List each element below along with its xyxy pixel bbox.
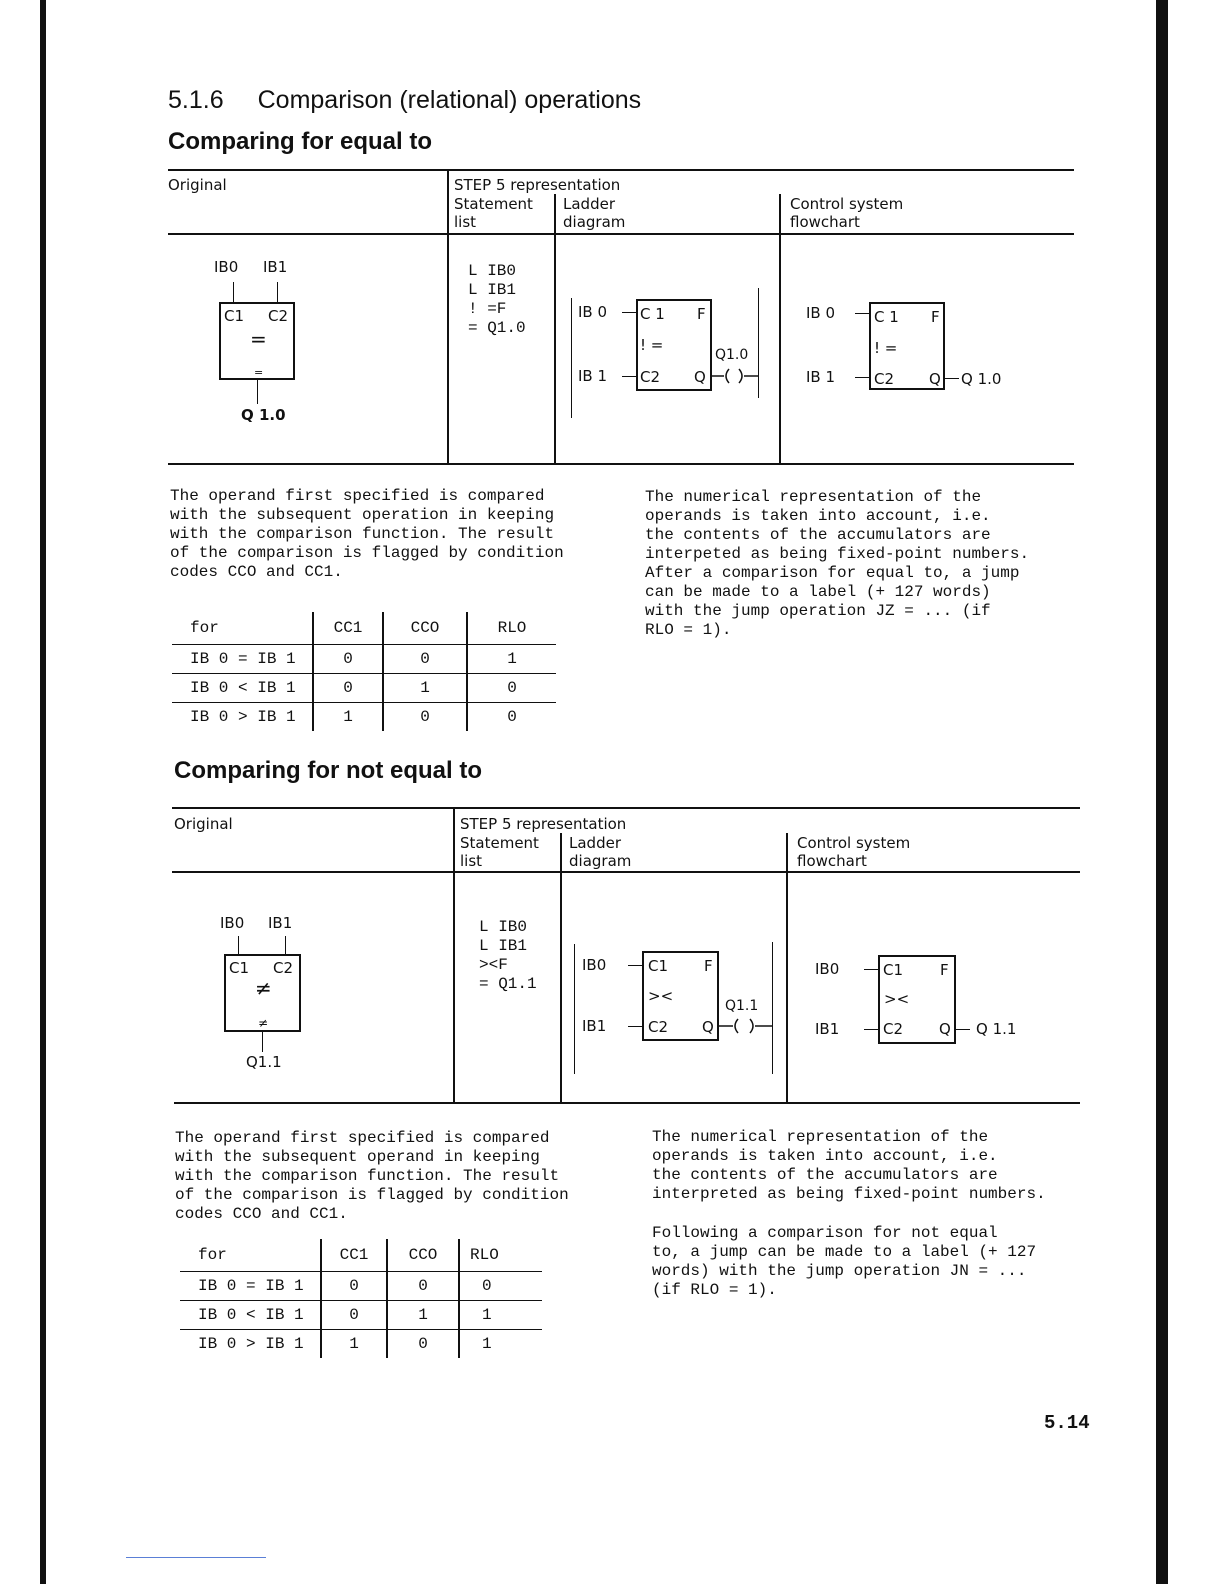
ne-lad-output: Q1.1 — [725, 998, 759, 1014]
eq-lad-f: F — [697, 305, 706, 323]
eq-csf-output: Q 1.0 — [961, 370, 1002, 388]
eq-header-csf: Control system flowchart — [790, 195, 904, 231]
ne-orig-in1: IB0 — [220, 914, 245, 932]
ne-csf-in1: IB0 — [815, 960, 840, 978]
eq-csf-c2: C2 — [874, 370, 895, 388]
table-cell: 0 — [387, 1272, 459, 1301]
ne-lad-op: >< — [648, 987, 674, 1005]
ne-csf-c2: C2 — [883, 1020, 904, 1038]
table-cell: 1 — [459, 1301, 542, 1330]
eq-stl-4: = Q1.0 — [468, 319, 526, 337]
eq-csf-in2: IB 1 — [806, 368, 836, 386]
ne-heading: Comparing for not equal to — [174, 757, 482, 784]
table-cell: 0 — [387, 1330, 459, 1359]
table-header-row — [172, 612, 556, 645]
eq-lad-in2: IB 1 — [578, 367, 608, 385]
ne-orig-c2: C2 — [273, 959, 294, 977]
footer-rule — [126, 1557, 266, 1558]
ne-csf-q: Q — [939, 1020, 951, 1038]
table-cell: IB 0 = IB 1 — [172, 645, 313, 674]
table-row — [180, 1301, 542, 1330]
table-header-row — [180, 1239, 542, 1272]
table-cell: 0 — [467, 674, 556, 703]
eq-orig-small-symbol: = — [254, 366, 264, 379]
table-cell: 0 — [459, 1272, 542, 1301]
eq-lad-op: ! = — [640, 336, 664, 354]
ne-header-ladder: Ladder diagram — [569, 834, 632, 870]
table-header-cell: CCO — [383, 612, 467, 645]
table-header-cell: RLO — [467, 612, 556, 645]
eq-text-right: The numerical representation of the operands is taken into account, i.e. the contents of the accumulators are interpeted as being fixed-point numbers. After a comparison for equal to, a jump can be made to a label (+ 127 words) with the jump operation JZ = ... (if RLO = 1). — [645, 488, 1030, 639]
ne-stl-1: L IB0 — [479, 918, 528, 936]
ne-lad-in1: IB0 — [582, 956, 607, 974]
ne-truth-table — [180, 1239, 542, 1358]
ne-csf-output: Q 1.1 — [976, 1020, 1017, 1038]
table-header-cell: CC1 — [313, 612, 383, 645]
page-number: 5.14 — [1044, 1412, 1090, 1434]
ne-stl-4: = Q1.1 — [479, 975, 537, 993]
table-cell: 1 — [383, 674, 467, 703]
eq-orig-c1: C1 — [224, 307, 245, 325]
table-row — [172, 703, 556, 732]
eq-header-original: Original — [168, 176, 227, 194]
ne-orig-symbol: ≠ — [255, 976, 272, 1000]
eq-lad-output: Q1.0 — [715, 347, 749, 363]
table-cell: IB 0 = IB 1 — [180, 1272, 321, 1301]
table-cell: 0 — [321, 1301, 387, 1330]
table-cell: 1 — [387, 1301, 459, 1330]
table-cell: IB 0 > IB 1 — [190, 708, 296, 726]
eq-truth-table — [172, 612, 556, 731]
eq-heading: Comparing for equal to — [168, 128, 432, 155]
eq-lad-coil — [712, 366, 760, 386]
eq-lad-q: Q — [694, 368, 706, 386]
table-row — [172, 645, 556, 674]
eq-csf-f: F — [931, 308, 940, 326]
eq-stl-3: ! =F — [468, 300, 507, 318]
table-header-cell: CC1 — [321, 1239, 387, 1272]
eq-orig-in2: IB1 — [263, 258, 288, 276]
table-cell: 0 — [313, 674, 383, 703]
table-cell: 1 — [321, 1330, 387, 1359]
table-cell: IB 0 > IB 1 — [198, 1335, 304, 1353]
ne-text-right-1: The numerical representation of the operands is taken into account, i.e. the contents of the accumulators are interpreted as being fixed-point numbers. — [652, 1128, 1046, 1203]
table-cell: 0 — [383, 645, 467, 674]
ne-header-statement: Statement list — [460, 834, 539, 870]
eq-lad-in1: IB 0 — [578, 303, 608, 321]
ne-csf-c1: C1 — [883, 961, 904, 979]
ne-lad-q: Q — [702, 1018, 714, 1036]
table-cell: 1 — [313, 703, 383, 732]
section-heading — [168, 86, 641, 115]
ne-lad-coil — [719, 1016, 773, 1036]
eq-orig-output: Q 1.0 — [241, 406, 286, 424]
eq-orig-c2: C2 — [268, 307, 289, 325]
table-header-cell: for — [180, 1239, 321, 1272]
ne-stl-2: L IB1 — [479, 937, 528, 955]
ne-lad-f: F — [704, 957, 713, 975]
ne-text-left: The operand first specified is compared with the subsequent operand in keeping with the comparison function. The result of the comparison is flagged by condition codes CCO and CC1. — [175, 1129, 569, 1223]
eq-orig-symbol: = — [250, 327, 267, 351]
ne-header-csf: Control system flowchart — [797, 834, 911, 870]
eq-csf-c1: C 1 — [874, 308, 899, 326]
ne-text-right-2: Following a comparison for not equal to, a jump can be made to a label (+ 127 words) with the jump operation JN = ... (if RLO = 1). — [652, 1224, 1037, 1299]
ne-lad-c1: C1 — [648, 957, 669, 975]
ne-orig-c1: C1 — [229, 959, 250, 977]
eq-orig-in1: IB0 — [214, 258, 239, 276]
ne-header-step5: STEP 5 representation — [460, 815, 627, 833]
table-cell: 1 — [467, 645, 556, 674]
ne-lad-in2: IB1 — [582, 1017, 607, 1035]
eq-csf-op: ! = — [874, 339, 898, 357]
ne-stl-3: ><F — [479, 956, 508, 974]
eq-stl-2: L IB1 — [468, 281, 517, 299]
table-cell: 0 — [321, 1272, 387, 1301]
table-cell: 1 — [459, 1330, 542, 1359]
ne-header-original: Original — [174, 815, 233, 833]
ne-orig-small-symbol: ≠ — [258, 1016, 269, 1030]
table-header-cell: for — [172, 612, 313, 645]
eq-stl-1: L IB0 — [468, 262, 517, 280]
table-row — [180, 1330, 542, 1359]
ne-csf-op: >< — [884, 990, 910, 1008]
ne-csf-f: F — [940, 961, 949, 979]
eq-lad-c1: C 1 — [640, 305, 665, 323]
eq-text-left: The operand first specified is compared with the subsequent operation in keeping with the comparison function. The result of the comparison is flagged by condition codes CCO and CC1. — [170, 487, 564, 581]
table-row — [172, 674, 556, 703]
table-header-cell: RLO — [459, 1239, 542, 1272]
table-cell: IB 0 < IB 1 — [180, 1301, 321, 1330]
eq-csf-q: Q — [929, 370, 941, 388]
ne-orig-output: Q1.1 — [246, 1053, 282, 1071]
eq-csf-in1: IB 0 — [806, 304, 836, 322]
table-cell: IB 0 < IB 1 — [172, 674, 313, 703]
ne-lad-c2: C2 — [648, 1018, 669, 1036]
eq-header-statement: Statement list — [454, 195, 533, 231]
section-number: 5.1.6 — [168, 86, 224, 114]
table-cell: 0 — [313, 645, 383, 674]
eq-lad-c2: C2 — [640, 368, 661, 386]
scan-edge-left — [40, 0, 46, 1584]
section-title: Comparison (relational) operations — [257, 86, 642, 114]
table-header-cell: CCO — [387, 1239, 459, 1272]
table-row — [180, 1272, 542, 1301]
table-cell: 0 — [467, 703, 556, 732]
eq-header-step5: STEP 5 representation — [454, 176, 621, 194]
ne-csf-in2: IB1 — [815, 1020, 840, 1038]
table-cell: 0 — [383, 703, 467, 732]
scan-edge-right — [1156, 0, 1168, 1584]
eq-header-ladder: Ladder diagram — [563, 195, 626, 231]
ne-orig-in2: IB1 — [268, 914, 293, 932]
